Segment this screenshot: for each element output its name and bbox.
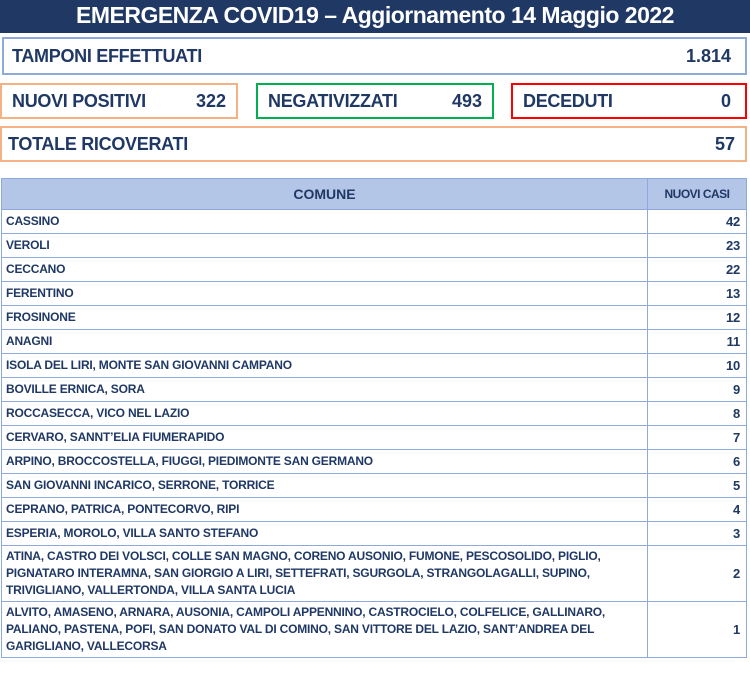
- report-title: EMERGENZA COVID19 – Aggiornamento 14 Maggio 2022: [0, 0, 750, 33]
- comune-cell: CECCANO: [2, 258, 648, 282]
- deceduti-box: [511, 83, 747, 119]
- comune-cell: CERVARO, SANNT’ELIA FIUMERAPIDO: [2, 426, 648, 450]
- table-row: [2, 522, 747, 546]
- comune-cell: ANAGNI: [2, 330, 648, 354]
- table-row: [2, 306, 747, 330]
- comune-cell: BOVILLE ERNICA, SORA: [2, 378, 648, 402]
- table-row: [2, 546, 747, 602]
- casi-cell: 3: [648, 522, 747, 546]
- tamponi-box: [2, 37, 747, 75]
- comune-cell: ALVITO, AMASENO, ARNARA, AUSONIA, CAMPOLI APPENNINO, CASTROCIELO, COLFELICE, GALLINARO, PALIANO, PASTENA, POFI, SAN DONATO VAL DI COMINO, SAN VITTORE DEL LAZIO, SANT’ANDREA DEL GARIGLIANO, VALLECORSA: [2, 602, 648, 658]
- table-row: [2, 210, 747, 234]
- comune-cell: ISOLA DEL LIRI, MONTE SAN GIOVANNI CAMPANO: [2, 354, 648, 378]
- table-row: [2, 450, 747, 474]
- casi-cell: 9: [648, 378, 747, 402]
- table-row: [2, 354, 747, 378]
- table-row: [2, 474, 747, 498]
- casi-cell: 42: [648, 210, 747, 234]
- table-row: [2, 330, 747, 354]
- comune-header: COMUNE: [2, 179, 648, 210]
- comune-cell: CEPRANO, PATRICA, PONTECORVO, RIPI: [2, 498, 648, 522]
- tamponi-value: 1.814: [685, 45, 731, 66]
- comune-cell: VEROLI: [2, 234, 648, 258]
- positivi-box: [0, 83, 238, 119]
- table-row: [2, 426, 747, 450]
- casi-cell: 13: [648, 282, 747, 306]
- deceduti-label: DECEDUTI: [523, 90, 613, 111]
- table-row: [2, 402, 747, 426]
- casi-cell: 8: [648, 402, 747, 426]
- positivi-label: NUOVI POSITIVI: [12, 90, 146, 111]
- casi-cell: 12: [648, 306, 747, 330]
- comune-cell: ESPERIA, MOROLO, VILLA SANTO STEFANO: [2, 522, 648, 546]
- casi-cell: 11: [648, 330, 747, 354]
- table-row: [2, 378, 747, 402]
- nuovi-casi-header: NUOVI CASI: [648, 179, 747, 210]
- table-row: [2, 282, 747, 306]
- table-row: [2, 498, 747, 522]
- tamponi-label: TAMPONI EFFETTUATI: [12, 45, 202, 66]
- casi-cell: 23: [648, 234, 747, 258]
- comune-cell: FERENTINO: [2, 282, 648, 306]
- table-row: [2, 258, 747, 282]
- casi-cell: 6: [648, 450, 747, 474]
- comune-cell: CASSINO: [2, 210, 648, 234]
- comune-cell: SAN GIOVANNI INCARICO, SERRONE, TORRICE: [2, 474, 648, 498]
- positivi-value: 322: [195, 90, 226, 111]
- cases-table: [1, 178, 747, 658]
- ricoverati-label: TOTALE RICOVERATI: [8, 133, 188, 154]
- casi-cell: 22: [648, 258, 747, 282]
- casi-cell: 10: [648, 354, 747, 378]
- negativizzati-value: 493: [451, 90, 482, 111]
- negativizzati-box: [256, 83, 494, 119]
- comune-cell: FROSINONE: [2, 306, 648, 330]
- ricoverati-box: [0, 126, 747, 162]
- comune-cell: ATINA, CASTRO DEI VOLSCI, COLLE SAN MAGNO, CORENO AUSONIO, FUMONE, PESCOSOLIDO, PIGLIO, PIGNATARO INTERAMNA, SAN GIORGIO A LIRI, SETTEFRATI, SGURGOLA, STRANGOLAGALLI, SUPINO, TRIVIGLIANO, VALLERTONDA, VILLA SANTA LUCIA: [2, 546, 648, 602]
- table-header-row: [2, 179, 747, 210]
- table-row: [2, 602, 747, 658]
- casi-cell: 4: [648, 498, 747, 522]
- casi-cell: 2: [648, 546, 747, 602]
- ricoverati-value: 57: [714, 133, 735, 154]
- casi-cell: 5: [648, 474, 747, 498]
- deceduti-value: 0: [720, 90, 731, 111]
- casi-cell: 1: [648, 602, 747, 658]
- comune-cell: ROCCASECCA, VICO NEL LAZIO: [2, 402, 648, 426]
- casi-cell: 7: [648, 426, 747, 450]
- table-row: [2, 234, 747, 258]
- negativizzati-label: NEGATIVIZZATI: [268, 90, 398, 111]
- comune-cell: ARPINO, BROCCOSTELLA, FIUGGI, PIEDIMONTE SAN GERMANO: [2, 450, 648, 474]
